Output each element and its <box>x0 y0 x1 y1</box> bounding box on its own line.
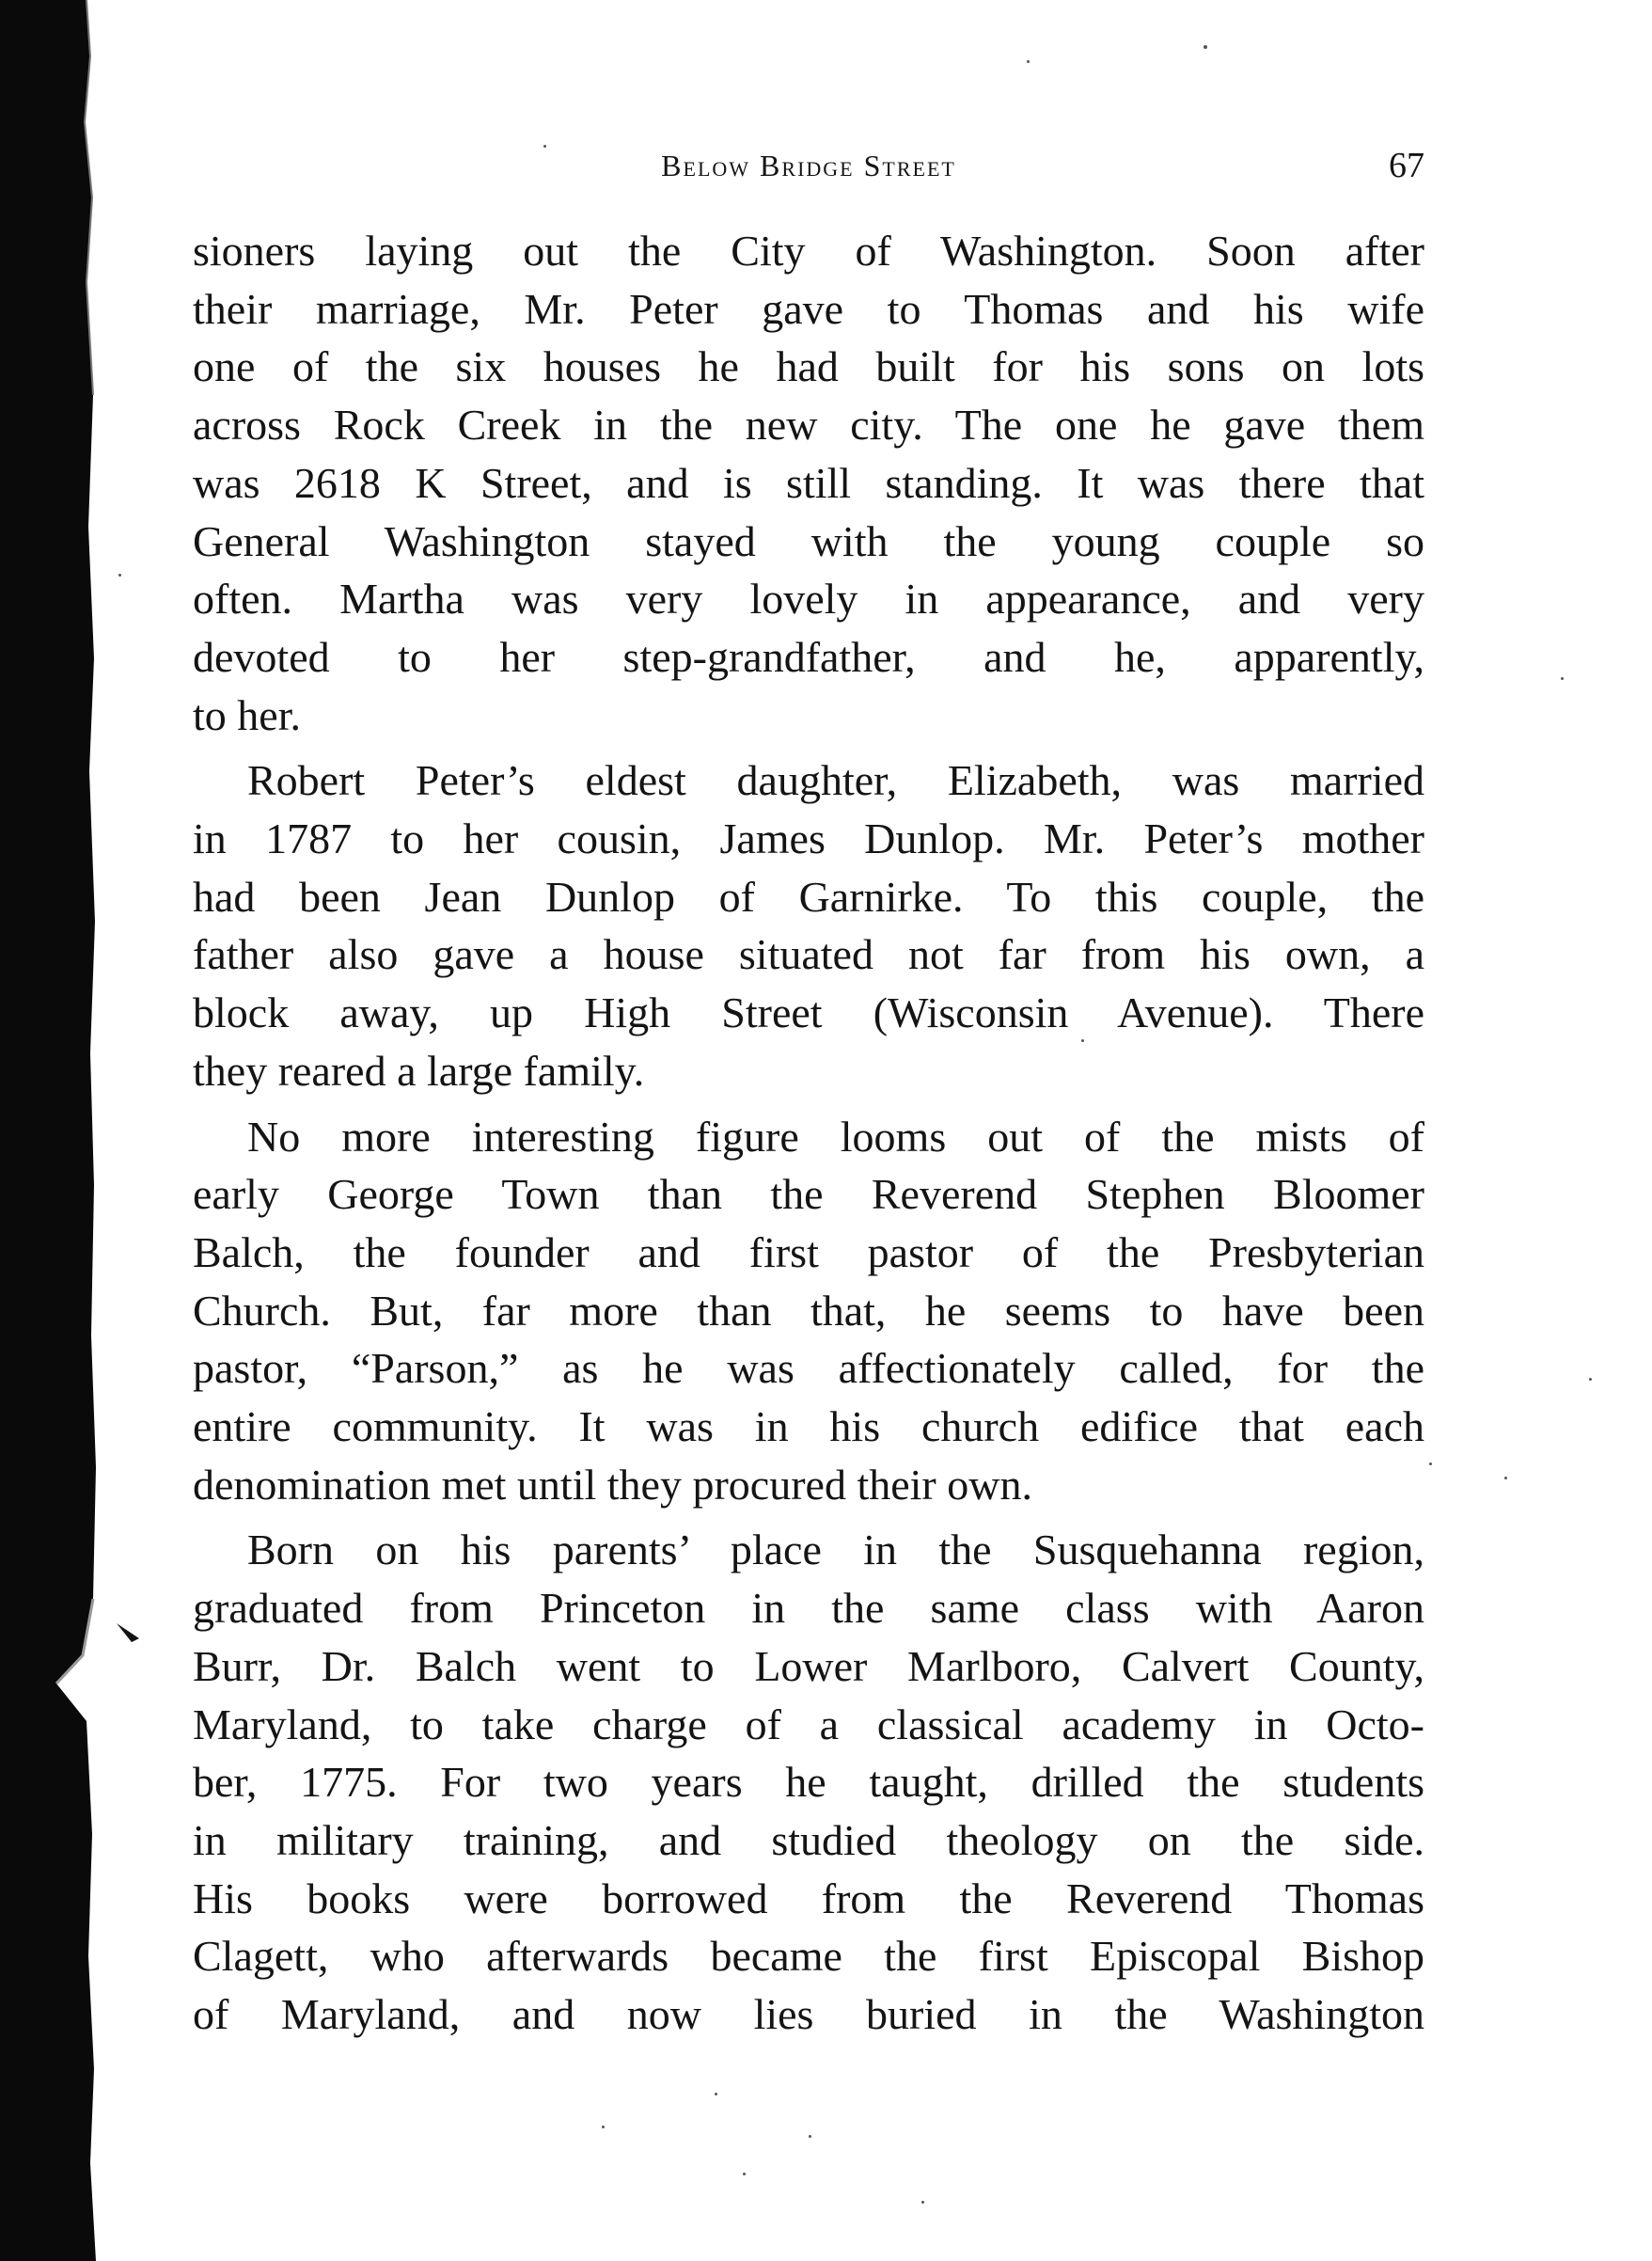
paragraph <box>193 1521 1424 2043</box>
binding-edge-shadow <box>0 0 103 2261</box>
paragraph <box>193 222 1424 744</box>
text-line: block away, up High Street (Wisconsin Avenue). There <box>193 988 1424 1037</box>
text-line: sioners laying out the City of Washington. Soon after <box>193 227 1424 275</box>
text-line: Clagett, who afterwards became the first Episcopal Bishop <box>193 1932 1424 1981</box>
text-line: was 2618 K Street, and is still standing. It was there that <box>193 458 1424 507</box>
text-line: of Maryland, and now lies buried in the Washington <box>193 1990 1424 2039</box>
text-line: had been Jean Dunlop of Garnirke. To this couple, the <box>193 872 1424 921</box>
paragraph <box>193 751 1424 1099</box>
text-line: graduated from Princeton in the same class with Aaron <box>193 1584 1424 1633</box>
text-line: denomination met until they procured their own. <box>193 1460 1032 1509</box>
text-line: Church. But, far more than that, he seems to have been <box>193 1286 1424 1335</box>
text-line: pastor, “Parson,” as he was affectionately called, for the <box>193 1344 1424 1393</box>
body-text <box>193 222 1424 2051</box>
text-line: to her. <box>193 690 301 739</box>
text-line: Balch, the founder and first pastor of the Presbyterian <box>193 1227 1424 1276</box>
text-line: No more interesting figure looms out of the mists of <box>247 1112 1424 1161</box>
text-line: across Rock Creek in the new city. The one he gave them <box>193 401 1424 450</box>
text-line: they reared a large family. <box>193 1046 645 1095</box>
paragraph <box>193 1108 1424 1514</box>
page-number: 67 <box>1389 146 1424 185</box>
text-line: devoted to her step-grandfather, and he, apparently, <box>193 632 1424 681</box>
text-line: in military training, and studied theology on the side. <box>193 1815 1424 1864</box>
text-line: early George Town than the Reverend Stephen Bloomer <box>193 1170 1424 1219</box>
text-line: ber, 1775. For two years he taught, drilled the students <box>193 1758 1424 1807</box>
text-line: their marriage, Mr. Peter gave to Thomas and his wife <box>193 284 1424 333</box>
text-line: often. Martha was very lovely in appearance, and very <box>193 575 1424 624</box>
page-header <box>193 146 1424 196</box>
text-line: General Washington stayed with the young couple so <box>193 516 1424 565</box>
text-line: one of the six houses he had built for his sons on lots <box>193 342 1424 391</box>
text-line: father also gave a house situated not far from his own, a <box>193 930 1424 979</box>
text-line: Robert Peter’s eldest daughter, Elizabeth, was married <box>247 756 1424 805</box>
text-line: His books were borrowed from the Reverend Thomas <box>193 1874 1424 1922</box>
text-line: Burr, Dr. Balch went to Lower Marlboro, Calvert County, <box>193 1641 1424 1690</box>
text-line: entire community. It was in his church edifice that each <box>193 1402 1424 1451</box>
margin-mark-icon <box>113 1618 150 1655</box>
text-line: Born on his parents’ place in the Susquehanna region, <box>247 1526 1424 1574</box>
text-line: Maryland, to take charge of a classical academy in Octo- <box>193 1700 1424 1748</box>
text-line: in 1787 to her cousin, James Dunlop. Mr. Peter’s mother <box>193 814 1424 863</box>
running-head: Below Bridge Street <box>661 149 956 182</box>
